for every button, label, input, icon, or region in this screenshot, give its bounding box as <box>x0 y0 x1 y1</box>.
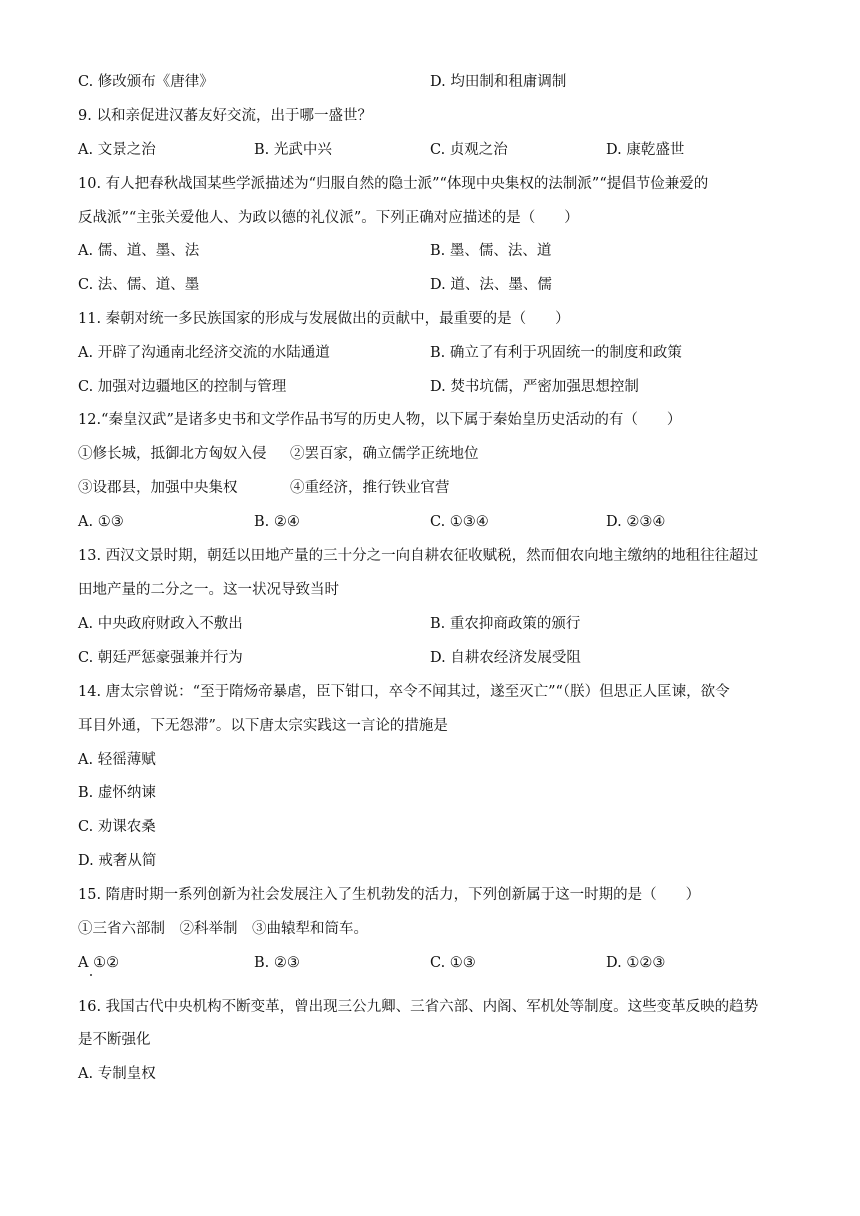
q8-option-d: D. 均田制和租庸调制 <box>430 74 567 90</box>
q10-option-d: D. 道、法、墨、儒 <box>430 277 552 293</box>
q10-option-c: C. 法、儒、道、墨 <box>78 277 200 293</box>
q10-stem-line1: 10. 有人把春秋战国某些学派描述为“归服自然的隐士派”“体现中央集权的法制派”“提倡节俭兼爱的 <box>78 176 709 192</box>
q14-option-c: C. 劝课农桑 <box>78 819 156 835</box>
q12-option-a: A. ①③ <box>78 514 124 530</box>
q11-option-a: A. 开辟了沟通南北经济交流的水陆通道 <box>78 345 330 361</box>
q13-option-b: B. 重农抑商政策的颁行 <box>430 616 581 632</box>
q12-item-1: ①修长城，抵御北方匈奴入侵 <box>78 446 267 462</box>
q13-stem-line1: 13. 西汉文景时期，朝廷以田地产量的三十分之一向自耕农征收赋税，然而佃农向地主缴纳的地租往往超过 <box>78 548 759 564</box>
q12-option-c: C. ①③④ <box>430 514 489 530</box>
q16-stem-line2: 是不断强化 <box>78 1032 151 1048</box>
q14-option-b: B. 虚怀纳谏 <box>78 785 156 801</box>
q8-option-c: C. 修改颁布《唐律》 <box>78 74 214 90</box>
stray-dot <box>90 974 92 976</box>
q15-option-a: A ①② <box>78 955 120 971</box>
q12-item-4: ④重经济，推行铁业官营 <box>290 480 450 496</box>
q9-option-c: C. 贞观之治 <box>430 142 508 158</box>
q9-option-a: A. 文景之治 <box>78 142 156 158</box>
q15-option-c: C. ①③ <box>430 955 476 971</box>
q15-option-d: D. ①②③ <box>606 955 666 971</box>
q12-stem: 12.“秦皇汉武”是诸多史书和文学作品书写的历史人物，以下属于秦始皇历史活动的有（ ） <box>78 412 682 428</box>
q9-stem: 9. 以和亲促进汉蕃友好交流，出于哪一盛世？ <box>78 108 372 124</box>
q13-option-d: D. 自耕农经济发展受阻 <box>430 650 581 666</box>
q11-option-b: B. 确立了有利于巩固统一的制度和政策 <box>430 345 682 361</box>
q11-option-d: D. 焚书坑儒，严密加强思想控制 <box>430 379 639 395</box>
q12-option-d: D. ②③④ <box>606 514 666 530</box>
q15-option-b: B. ②③ <box>254 955 300 971</box>
q10-stem-line2: 反战派”“主张关爱他人、为政以德的礼仪派”。下列正确对应描述的是（ ） <box>78 210 579 226</box>
q12-option-b: B. ②④ <box>254 514 300 530</box>
q10-option-b: B. 墨、儒、法、道 <box>430 243 552 259</box>
q16-stem-line1: 16. 我国古代中央机构不断变革，曾出现三公九卿、三省六部、内阁、军机处等制度。这些变革反映的趋势 <box>78 999 759 1015</box>
q14-option-d: D. 戒奢从简 <box>78 853 157 869</box>
q9-option-b: B. 光武中兴 <box>254 142 332 158</box>
q12-item-2: ②罢百家，确立儒学正统地位 <box>290 446 479 462</box>
q11-option-c: C. 加强对边疆地区的控制与管理 <box>78 379 287 395</box>
q14-option-a: A. 轻徭薄赋 <box>78 752 156 768</box>
q11-stem: 11. 秦朝对统一多民族国家的形成与发展做出的贡献中，最重要的是（ ） <box>78 311 570 327</box>
q12-item-3: ③设郡县，加强中央集权 <box>78 480 238 496</box>
q14-stem-line2: 耳目外通，下无怨滞”。以下唐太宗实践这一言论的措施是 <box>78 718 448 734</box>
q16-option-a: A. 专制皇权 <box>78 1066 156 1082</box>
q13-option-c: C. 朝廷严惩豪强兼并行为 <box>78 650 243 666</box>
q15-items: ①三省六部制 ②科举制 ③曲辕犁和筒车。 <box>78 921 368 937</box>
q10-option-a: A. 儒、道、墨、法 <box>78 243 200 259</box>
q15-stem: 15. 隋唐时期一系列创新为社会发展注入了生机勃发的活力，下列创新属于这一时期的是（ ） <box>78 887 701 903</box>
q9-option-d: D. 康乾盛世 <box>606 142 685 158</box>
q13-stem-line2: 田地产量的二分之一。这一状况导致当时 <box>78 582 339 598</box>
q13-option-a: A. 中央政府财政入不敷出 <box>78 616 243 632</box>
q14-stem-line1: 14. 唐太宗曾说：“至于隋炀帝暴虐，臣下钳口，卒令不闻其过，遂至灭亡”“（朕）但思正人匡谏，欲令 <box>78 684 730 700</box>
